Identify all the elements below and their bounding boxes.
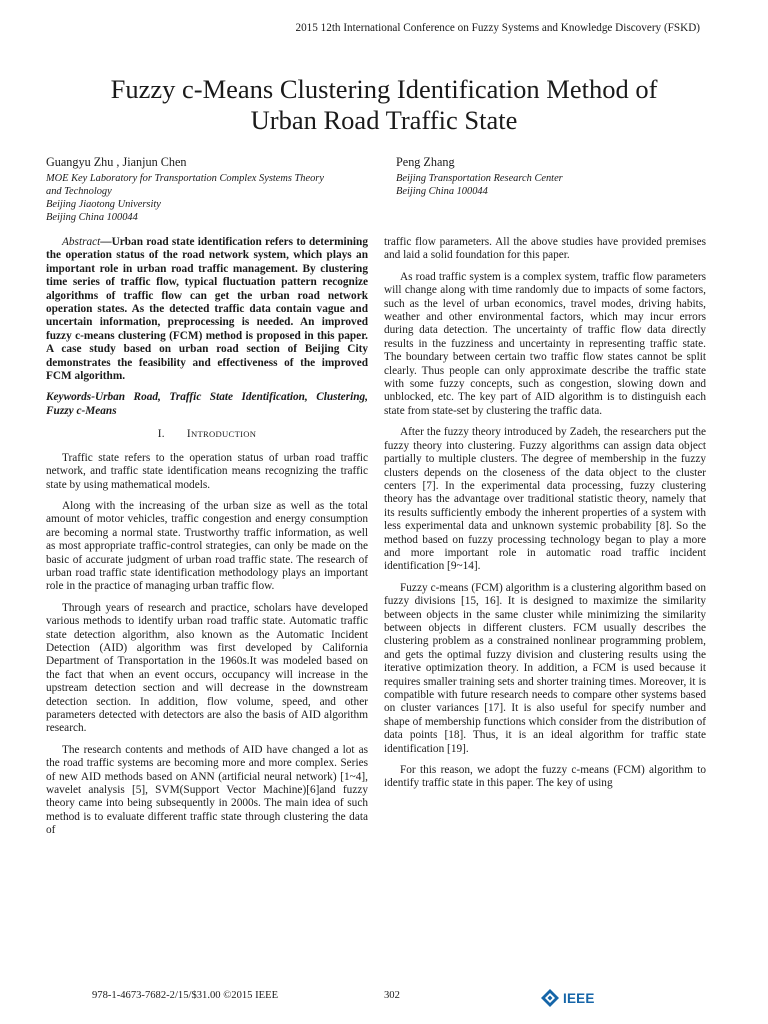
body-paragraph: As road traffic system is a complex system, traffic flow parameters will change along with time randomly due to impacts of some factors, such as the level of urban economics, travel modes, driving habits, weather and other environmental factors, which may incur errors during data detection. The uncertainty of traffic flow data directly results in the fuzziness and uncertainty in representing traffic state. The boundary between certain two traffic flow states cannot be split clearly. Thus people can only approximate describe the traffic state with some fuzzy concepts, such as congestion, slowing down and unblocked, etc. The key part of AID algorithm is to distinguish each state from state-set by clustering the traffic data. xyxy=(384,270,706,417)
ieee-logo-text: IEEE xyxy=(563,990,595,1006)
abstract-label: Abstract xyxy=(62,236,101,248)
section-number: I. xyxy=(157,428,165,441)
author-affiliation-line: Beijing China 100044 xyxy=(46,212,138,223)
body-paragraph: The research contents and methods of AID have changed a lot as the road traffic systems are becoming more and more complex. Series of new AID methods based on ANN (artificial neural network) [1~4], wavelet analysis [5], SVM(Support Vector Machine)[6]and fuzzy theory came into being subsequently in 2000s. The main idea of such method is to evaluate different traffic state through clustering the data of xyxy=(46,743,368,837)
author-block-2 xyxy=(396,156,696,198)
paper-title-line-2: Urban Road Traffic State xyxy=(250,105,518,135)
paper-title-line-1: Fuzzy c-Means Clustering Identification Method of xyxy=(110,74,658,104)
abstract-dash: — xyxy=(100,236,112,248)
author-block-1 xyxy=(46,156,371,224)
section-heading-introduction xyxy=(46,428,368,441)
body-paragraph: Along with the increasing of the urban size as well as the total amount of motor vehicles, traffic congestion and energy consumption are becoming a normal state. Trustworthy traffic information, as well as most appropriate traffic-control strategies, can only be made on the basic of accurate judgment of urban road traffic state. The research of urban road traffic state identification methodology plays an important role in the practice of managing urban traffic flow. xyxy=(46,499,368,593)
author-affiliation-line: MOE Key Laboratory for Transportation Complex Systems Theory xyxy=(46,173,324,184)
section-title-initial: I xyxy=(186,428,191,441)
right-column xyxy=(384,236,706,799)
author-affiliation-line: Beijing China 100044 xyxy=(396,186,488,197)
conference-header: 2015 12th International Conference on Fuzzy Systems and Knowledge Discovery (FSKD) xyxy=(295,22,700,34)
body-paragraph: Through years of research and practice, scholars have developed various methods to identify urban road traffic state. Automatic traffic state detection algorithm, also known as the Automatic Incident Detection (AID) algorithm was first developed by California Department of Transportation in the 1960s.It was modeled based on the fact that when an event occurs, occupancy will increase in the upstream detection section and will decrease in the downstream detection section. In addition, flow volume, speed, and other parameters detected with detectors are also the basis of AID algorithm research. xyxy=(46,601,368,735)
section-title-rest: NTRODUCTION xyxy=(190,429,257,440)
body-paragraph: For this reason, we adopt the fuzzy c-means (FCM) algorithm to identify traffic state in this paper. The key of using xyxy=(384,764,706,790)
copyright-footer: 978-1-4673-7682-2/15/$31.00 ©2015 IEEE xyxy=(92,990,279,1001)
body-paragraph: Traffic state refers to the operation status of urban road traffic network, and traffic state identification means recognizing the traffic state by using mathematical models. xyxy=(46,451,368,491)
left-column xyxy=(46,236,368,846)
paper-title xyxy=(40,74,728,136)
page-number: 302 xyxy=(384,990,400,1001)
ieee-logo xyxy=(540,988,595,1008)
author-affiliation-line: Beijing Jiaotong University xyxy=(46,199,161,210)
body-paragraph: Fuzzy c-means (FCM) algorithm is a clustering algorithm based on fuzzy divisions [15, 16]. It is designed to maximize the similarity between objects in the same cluster while minimizing the similarity between objects in different clusters. FCM usually describes the clustering problem as a constrained nonlinear programming problem, and gets the optimal fuzzy division and clustering results using the iterative optimization theory. In addition, a FCM is used because it requires smaller training sets and shorter training times. Moreover, it is compatible with future research needs to compare other systems based on cluster variances [17]. It is also useful for specify number and shape of membership functions which consider from the distribution of data points [18]. Thus, it is an ideal algorithm for traffic state identification [19]. xyxy=(384,581,706,755)
author-affiliation-line: and Technology xyxy=(46,186,112,197)
keywords: Keywords-Urban Road, Traffic State Identification, Clustering, Fuzzy c-Means xyxy=(46,391,368,417)
abstract-text: Urban road state identification refers to determining the operation status of the road network system, which plays an important role in urban road traffic management. By clustering time series of traffic flow, typical fluctuation pattern recognize algorithms of traffic flow can get the urban road network operation states. As the detected traffic data contain vague and uncertain information, preprocessing is needed. An improved fuzzy c-means clustering (FCM) method is proposed in this paper. A case study based on urban road section of Beijing City demonstrates the feasibility and effectiveness of the improved FCM algorithm. xyxy=(46,236,368,383)
body-paragraph: After the fuzzy theory introduced by Zadeh, the researchers put the fuzzy theory into clustering. Fuzzy algorithms can assign data object partially to multiple clusters. The degree of membership in the fuzzy clusters depends on the closeness of the data object to the cluster centers [7]. In the experimental data processing, fuzzy clustering theory has the advantage over traditional statistic theory, namely that its results sufficiently embody the inherent properties of a system with less experimental data and unknown systemic probability [8]. So the method based on fuzzy processing technology began to play a more and more important role in automatic road traffic incident identification [9~14]. xyxy=(384,426,706,573)
author-name: Peng Zhang xyxy=(396,155,455,169)
author-affiliation-line: Beijing Transportation Research Center xyxy=(396,173,563,184)
abstract xyxy=(46,236,368,383)
author-name: Guangyu Zhu , Jianjun Chen xyxy=(46,155,187,169)
ieee-diamond-icon xyxy=(540,988,560,1008)
body-paragraph-continued: traffic flow parameters. All the above studies have provided premises and laid a solid foundation for this paper. xyxy=(384,236,706,262)
